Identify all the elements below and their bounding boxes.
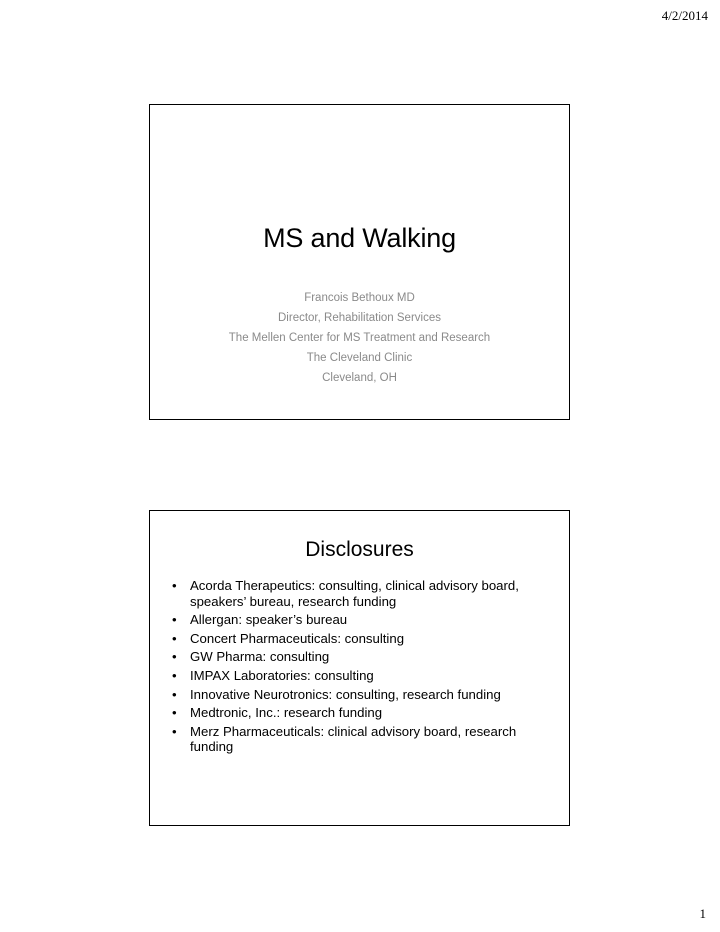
slide-disclosures: [149, 510, 570, 826]
disclosures-heading: Disclosures: [305, 538, 414, 561]
list-item-text: Allergan: speaker’s bureau: [190, 612, 348, 628]
list-item: [172, 631, 529, 647]
bullet-icon: •: [172, 686, 177, 702]
list-item-text: IMPAX Laboratories: consulting: [190, 667, 374, 683]
slide-title: [149, 104, 570, 420]
presenter-center: The Mellen Center for MS Treatment and Research: [228, 332, 491, 344]
list-item: [172, 649, 529, 665]
bullet-icon: •: [172, 630, 177, 646]
list-item: [172, 578, 529, 609]
list-item-text: GW Pharma: consulting: [190, 649, 330, 665]
list-item: [172, 705, 529, 721]
bullet-icon: •: [172, 705, 177, 721]
bullet-icon: •: [172, 723, 177, 739]
list-item: [172, 668, 529, 684]
print-date: 4/2/2014: [661, 8, 708, 23]
list-item-text: Medtronic, Inc.: research funding: [190, 705, 383, 721]
list-item: [172, 687, 529, 703]
list-item-text: Innovative Neurotronics: consulting, research funding: [190, 686, 501, 702]
list-item-text: Concert Pharmaceuticals: consulting: [190, 630, 405, 646]
list-item-text: Acorda Therapeutics: consulting, clinical advisory board, speakers’ bureau, research funding: [190, 578, 519, 609]
presenter-info: [150, 288, 569, 388]
disclosures-list: [172, 578, 529, 758]
presenter-name: Francois Bethoux MD: [304, 292, 415, 304]
list-item: [172, 612, 529, 628]
presenter-role: Director, Rehabilitation Services: [278, 312, 441, 324]
bullet-icon: •: [172, 612, 177, 628]
list-item-text: Merz Pharmaceuticals: clinical advisory board, research funding: [190, 723, 517, 755]
bullet-icon: •: [172, 649, 177, 665]
presenter-institution: The Cleveland Clinic: [306, 352, 413, 364]
list-item: [172, 724, 529, 755]
presenter-location: Cleveland, OH: [322, 372, 397, 384]
bullet-icon: •: [172, 578, 177, 593]
slide-title-heading: MS and Walking: [263, 223, 456, 253]
bullet-icon: •: [172, 667, 177, 683]
page-number: 1: [699, 906, 706, 921]
